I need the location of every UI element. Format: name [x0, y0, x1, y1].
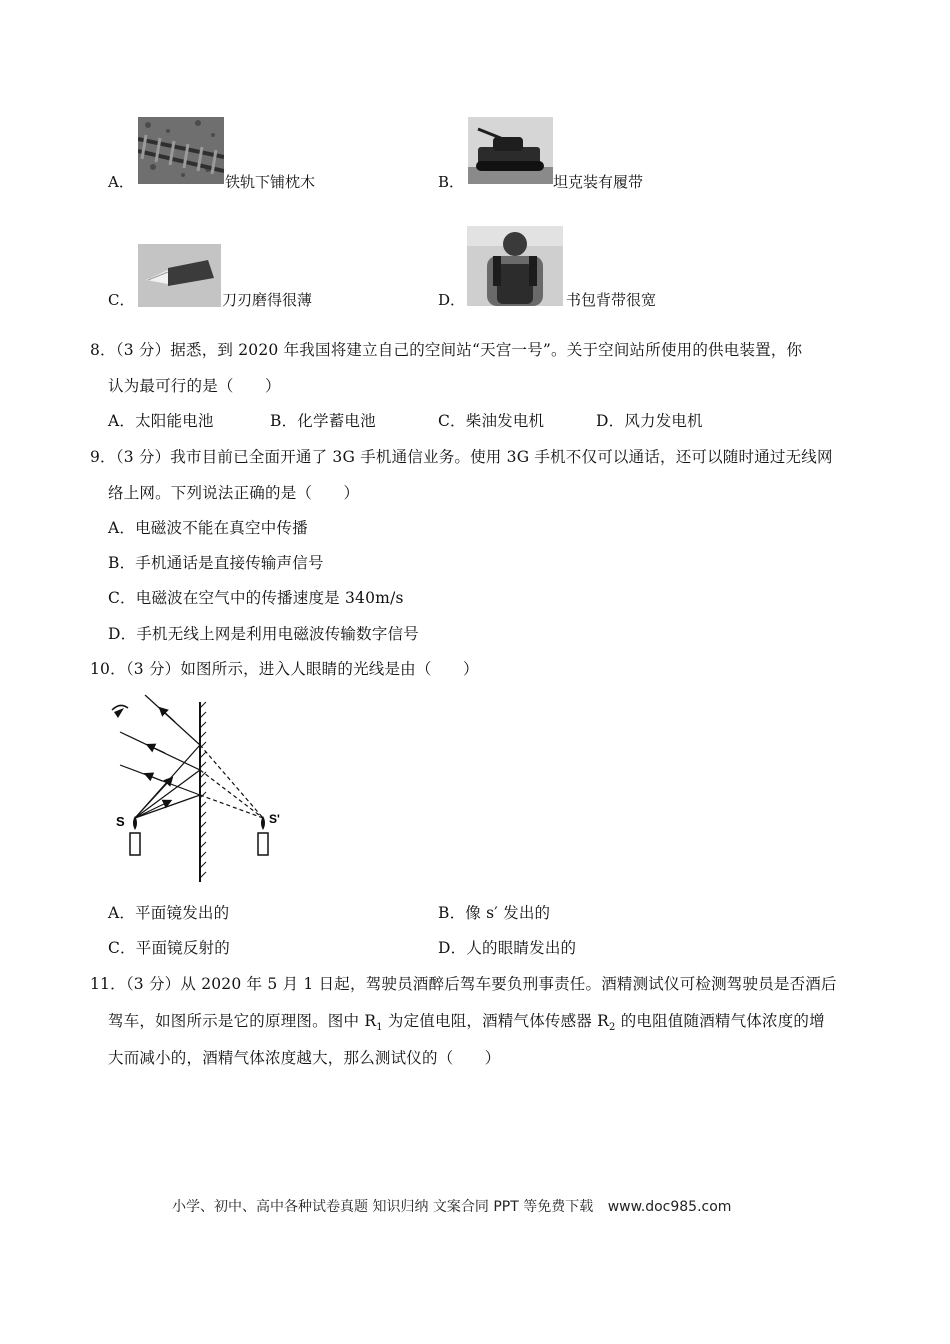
label-s: S: [116, 814, 125, 829]
question-9-line1: 9．（3 分）我市目前已全面开通了 3G 手机通信业务。使用 3G 手机不仅可以通话，还可以随时通过无线网: [90, 448, 833, 466]
question-8-option-b: B．化学蓄电池: [270, 412, 376, 430]
knife-blade-photo: [138, 244, 221, 307]
question-8-option-c: C．柴油发电机: [438, 412, 545, 430]
question-9-option-b: B．手机通话是直接传输声信号: [108, 554, 324, 572]
tank-photo: [468, 117, 553, 184]
question-9-option-d: D．手机无线上网是利用电磁波传输数字信号: [108, 625, 419, 643]
footer-text: 小学、初中、高中各种试卷真题 知识归纳 文案合同 PPT 等免费下载: [172, 1199, 594, 1215]
question-10-option-c: C．平面镜反射的: [108, 939, 230, 957]
option-a-letter: A．: [108, 173, 134, 191]
question-10-option-a: A．平面镜发出的: [108, 904, 230, 922]
candle-image: [258, 816, 268, 855]
option-b-letter: B．: [438, 173, 465, 191]
question-10-option-d: D．人的眼睛发出的: [438, 939, 577, 957]
option-d-text: 书包背带很宽: [566, 291, 657, 309]
question-10-option-b: B．像 s′ 发出的: [438, 904, 551, 922]
page-footer: [172, 1196, 731, 1216]
question-11-line1: 11．（3 分）从 2020 年 5 月 1 日起，驾驶员酒醉后驾车要负刑事责任。酒精测试仪可检测驾驶员是否酒后: [90, 975, 837, 993]
virtual-rays: [200, 745, 263, 818]
eye-icon: [112, 705, 128, 718]
question-10-line1: 10．（3 分）如图所示，进入人眼睛的光线是由（ ）: [90, 660, 479, 678]
label-s-prime: S': [269, 812, 280, 826]
question-8-option-d: D．风力发电机: [596, 412, 703, 430]
footer-url[interactable]: www.doc985.com: [607, 1199, 732, 1215]
plane-mirror-diagram: [100, 690, 300, 885]
option-a-text: 铁轨下铺枕木: [225, 173, 316, 191]
schoolbag-photo: [467, 226, 563, 306]
reflected-rays: [120, 695, 200, 795]
option-d-letter: D．: [438, 291, 466, 309]
option-b-text: 坦克装有履带: [553, 173, 644, 191]
question-9-option-c: C．电磁波在空气中的传播速度是 340m/s: [108, 589, 404, 607]
candle-source: [130, 816, 140, 855]
question-9-option-a: A．电磁波不能在真空中传播: [108, 519, 308, 537]
option-c-text: 刀刃磨得很薄: [222, 291, 313, 309]
option-c-letter: C．: [108, 291, 135, 309]
question-8-option-a: A．太阳能电池: [108, 412, 214, 430]
incident-rays: [135, 745, 200, 818]
railway-sleepers-photo: [138, 117, 224, 184]
question-11-line2: 驾车，如图所示是它的原理图。图中 $R_1$ 为定值电阻，酒精气体传感器 $R_2$ 的电阻值随酒精气体浓度的增: [108, 1012, 825, 1034]
question-11-line3: 大而减小的，酒精气体浓度越大，那么测试仪的（ ）: [108, 1049, 501, 1067]
question-8-line2: 认为最可行的是（ ）: [108, 377, 281, 395]
question-8-line1: 8．（3 分）据悉，到 2020 年我国将建立自己的空间站“天宫一号”。关于空间站所使用的供电装置，你: [90, 341, 803, 359]
question-9-line2: 络上网。下列说法正确的是（ ）: [108, 484, 360, 502]
